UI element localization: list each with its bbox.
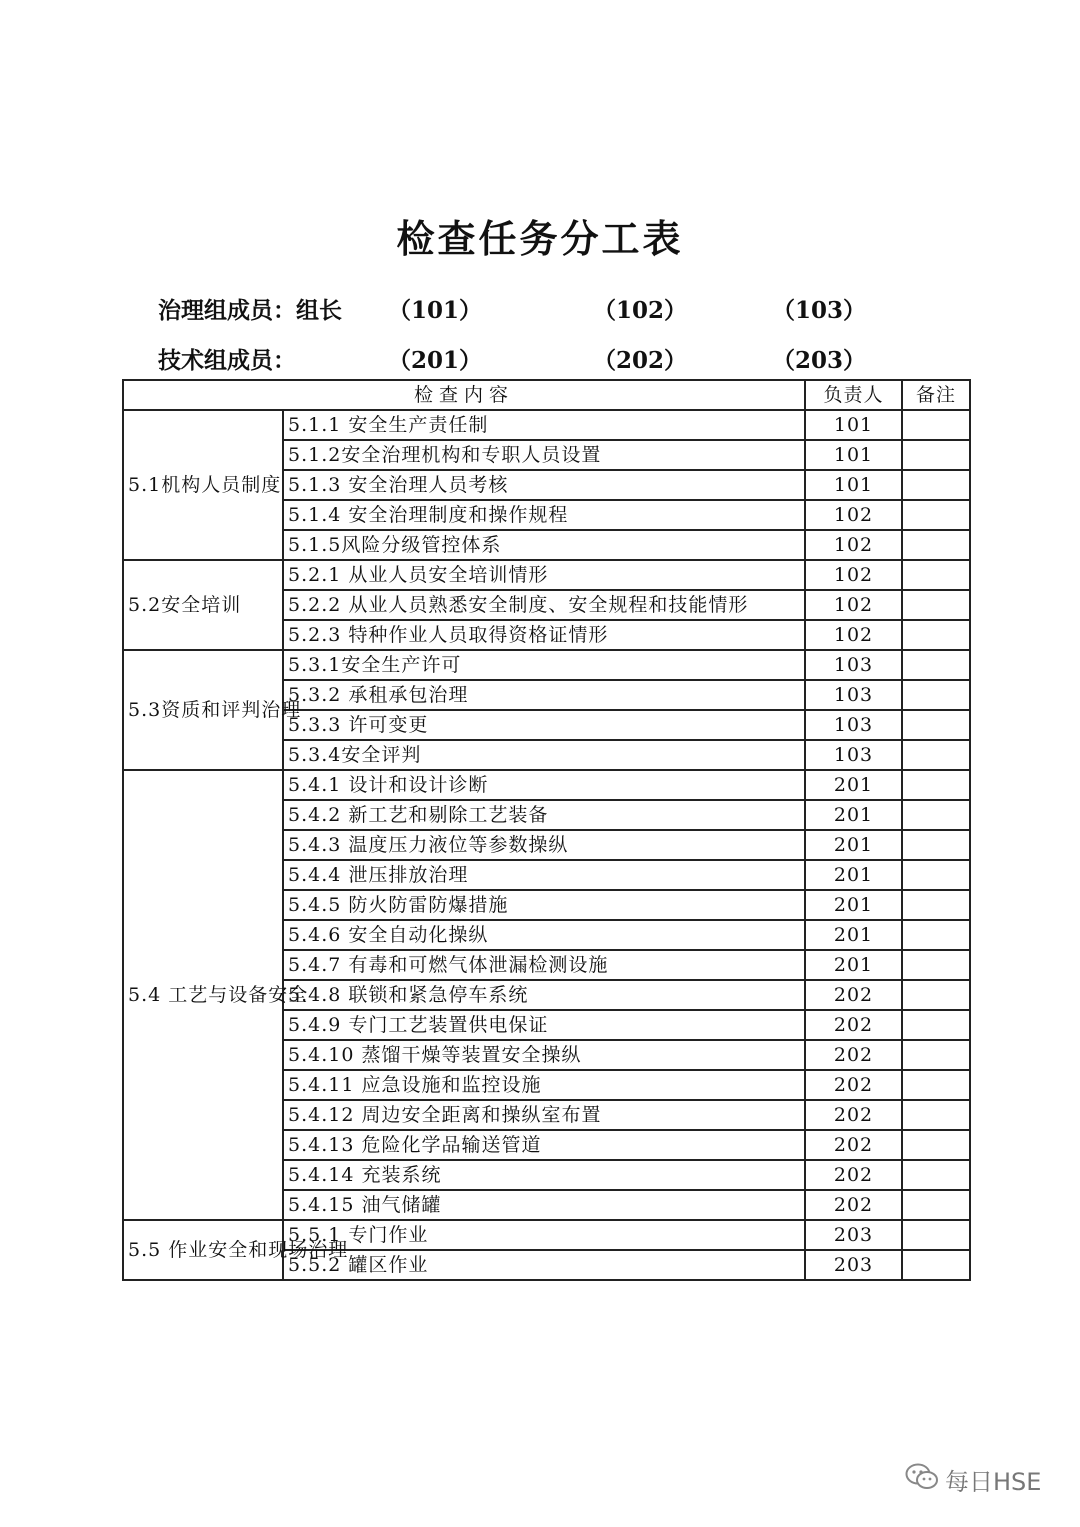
item-cell: 5.4.2 新工艺和剔除工艺装备 xyxy=(283,800,805,830)
table-row xyxy=(123,1220,970,1250)
member-102: （102） xyxy=(593,297,688,324)
item-cell: 5.4.10 蒸馏干燥等装置安全操纵 xyxy=(283,1040,805,1070)
table-row xyxy=(123,560,970,590)
remark-cell xyxy=(902,620,970,650)
owner-cell: 202 xyxy=(805,1040,902,1070)
item-cell: 5.4.4 泄压排放治理 xyxy=(283,860,805,890)
header-content: 检查内容 xyxy=(123,380,805,410)
remark-cell xyxy=(902,1220,970,1250)
member-201: （201） xyxy=(388,347,483,374)
owner-cell: 102 xyxy=(805,590,902,620)
task-table xyxy=(122,379,971,1281)
item-cell: 5.4.5 防火防雷防爆措施 xyxy=(283,890,805,920)
remark-cell xyxy=(902,860,970,890)
owner-cell: 202 xyxy=(805,1130,902,1160)
remark-cell xyxy=(902,890,970,920)
remark-cell xyxy=(902,830,970,860)
item-cell: 5.2.1 从业人员安全培训情形 xyxy=(283,560,805,590)
owner-cell: 202 xyxy=(805,1070,902,1100)
item-cell: 5.1.5风险分级管控体系 xyxy=(283,530,805,560)
remark-cell xyxy=(902,1160,970,1190)
watermark-text: 每日HSE xyxy=(945,1468,1042,1496)
remark-cell xyxy=(902,470,970,500)
item-cell: 5.3.2 承租承包治理 xyxy=(283,680,805,710)
remark-cell xyxy=(902,1040,970,1070)
owner-cell: 201 xyxy=(805,830,902,860)
owner-cell: 103 xyxy=(805,680,902,710)
owner-cell: 201 xyxy=(805,920,902,950)
owner-cell: 202 xyxy=(805,1010,902,1040)
remark-cell xyxy=(902,800,970,830)
remark-cell xyxy=(902,440,970,470)
member-202: （202） xyxy=(593,347,688,374)
table-row xyxy=(123,410,970,440)
remark-cell xyxy=(902,680,970,710)
owner-cell: 203 xyxy=(805,1220,902,1250)
item-cell: 5.3.3 许可变更 xyxy=(283,710,805,740)
owner-cell: 202 xyxy=(805,1190,902,1220)
technical-group-label: 技术组成员： xyxy=(158,347,296,374)
owner-cell: 201 xyxy=(805,950,902,980)
owner-cell: 202 xyxy=(805,1100,902,1130)
owner-cell: 201 xyxy=(805,800,902,830)
category-cell: 5.5 作业安全和现场治理 xyxy=(123,1220,283,1280)
owner-cell: 101 xyxy=(805,470,902,500)
owner-cell: 103 xyxy=(805,710,902,740)
owner-cell: 102 xyxy=(805,560,902,590)
remark-cell xyxy=(902,590,970,620)
category-cell: 5.1机构人员制度 xyxy=(123,410,283,560)
remark-cell xyxy=(902,1250,970,1280)
remark-cell xyxy=(902,650,970,680)
table-row xyxy=(123,650,970,680)
item-cell: 5.4.15 油气储罐 xyxy=(283,1190,805,1220)
item-cell: 5.2.3 特种作业人员取得资格证情形 xyxy=(283,620,805,650)
remark-cell xyxy=(902,1010,970,1040)
member-203: （203） xyxy=(772,347,867,374)
owner-cell: 202 xyxy=(805,1160,902,1190)
item-cell: 5.1.4 安全治理制度和操作规程 xyxy=(283,500,805,530)
item-cell: 5.3.4安全评判 xyxy=(283,740,805,770)
item-cell: 5.4.14 充装系统 xyxy=(283,1160,805,1190)
remark-cell xyxy=(902,1190,970,1220)
item-cell: 5.4.3 温度压力液位等参数操纵 xyxy=(283,830,805,860)
owner-cell: 203 xyxy=(805,1250,902,1280)
remark-cell xyxy=(902,920,970,950)
table-row xyxy=(123,770,970,800)
page-title: 检查任务分工表 xyxy=(396,217,684,261)
remark-cell xyxy=(902,410,970,440)
item-cell: 5.1.3 安全治理人员考核 xyxy=(283,470,805,500)
item-cell: 5.5.2 罐区作业 xyxy=(283,1250,805,1280)
item-cell: 5.4.13 危险化学品输送管道 xyxy=(283,1130,805,1160)
owner-cell: 103 xyxy=(805,740,902,770)
item-cell: 5.4.9 专门工艺装置供电保证 xyxy=(283,1010,805,1040)
item-cell: 5.5.1 专门作业 xyxy=(283,1220,805,1250)
remark-cell xyxy=(902,980,970,1010)
category-cell: 5.4 工艺与设备安全 xyxy=(123,770,283,1220)
owner-cell: 201 xyxy=(805,770,902,800)
item-cell: 5.4.11 应急设施和监控设施 xyxy=(283,1070,805,1100)
item-cell: 5.4.8 联锁和紧急停车系统 xyxy=(283,980,805,1010)
owner-cell: 101 xyxy=(805,440,902,470)
remark-cell xyxy=(902,740,970,770)
remark-cell xyxy=(902,560,970,590)
technical-group-line xyxy=(0,342,1080,382)
owner-cell: 102 xyxy=(805,500,902,530)
member-103: （103） xyxy=(772,297,867,324)
remark-cell xyxy=(902,950,970,980)
header-owner: 负责人 xyxy=(805,380,902,410)
item-cell: 5.4.7 有毒和可燃气体泄漏检测设施 xyxy=(283,950,805,980)
remark-cell xyxy=(902,500,970,530)
remark-cell xyxy=(902,1130,970,1160)
member-101: （101） xyxy=(388,297,483,324)
owner-cell: 103 xyxy=(805,650,902,680)
table-header-row xyxy=(123,380,970,410)
remark-cell xyxy=(902,770,970,800)
item-cell: 5.2.2 从业人员熟悉安全制度、安全规程和技能情形 xyxy=(283,590,805,620)
remark-cell xyxy=(902,1100,970,1130)
remark-cell xyxy=(902,530,970,560)
owner-cell: 201 xyxy=(805,860,902,890)
remark-cell xyxy=(902,710,970,740)
header-remark: 备注 xyxy=(902,380,970,410)
item-cell: 5.3.1安全生产许可 xyxy=(283,650,805,680)
item-cell: 5.1.2安全治理机构和专职人员设置 xyxy=(283,440,805,470)
owner-cell: 202 xyxy=(805,980,902,1010)
owner-cell: 101 xyxy=(805,410,902,440)
management-group-line xyxy=(0,292,1080,332)
remark-cell xyxy=(902,1070,970,1100)
category-cell: 5.3资质和评判治理 xyxy=(123,650,283,770)
task-table-body xyxy=(123,410,970,1280)
item-cell: 5.4.12 周边安全距离和操纵室布置 xyxy=(283,1100,805,1130)
owner-cell: 102 xyxy=(805,620,902,650)
category-cell: 5.2安全培训 xyxy=(123,560,283,650)
item-cell: 5.1.1 安全生产责任制 xyxy=(283,410,805,440)
wechat-icon xyxy=(905,1462,939,1492)
owner-cell: 201 xyxy=(805,890,902,920)
item-cell: 5.4.1 设计和设计诊断 xyxy=(283,770,805,800)
item-cell: 5.4.6 安全自动化操纵 xyxy=(283,920,805,950)
owner-cell: 102 xyxy=(805,530,902,560)
management-group-label: 治理组成员：组长 xyxy=(158,297,342,324)
